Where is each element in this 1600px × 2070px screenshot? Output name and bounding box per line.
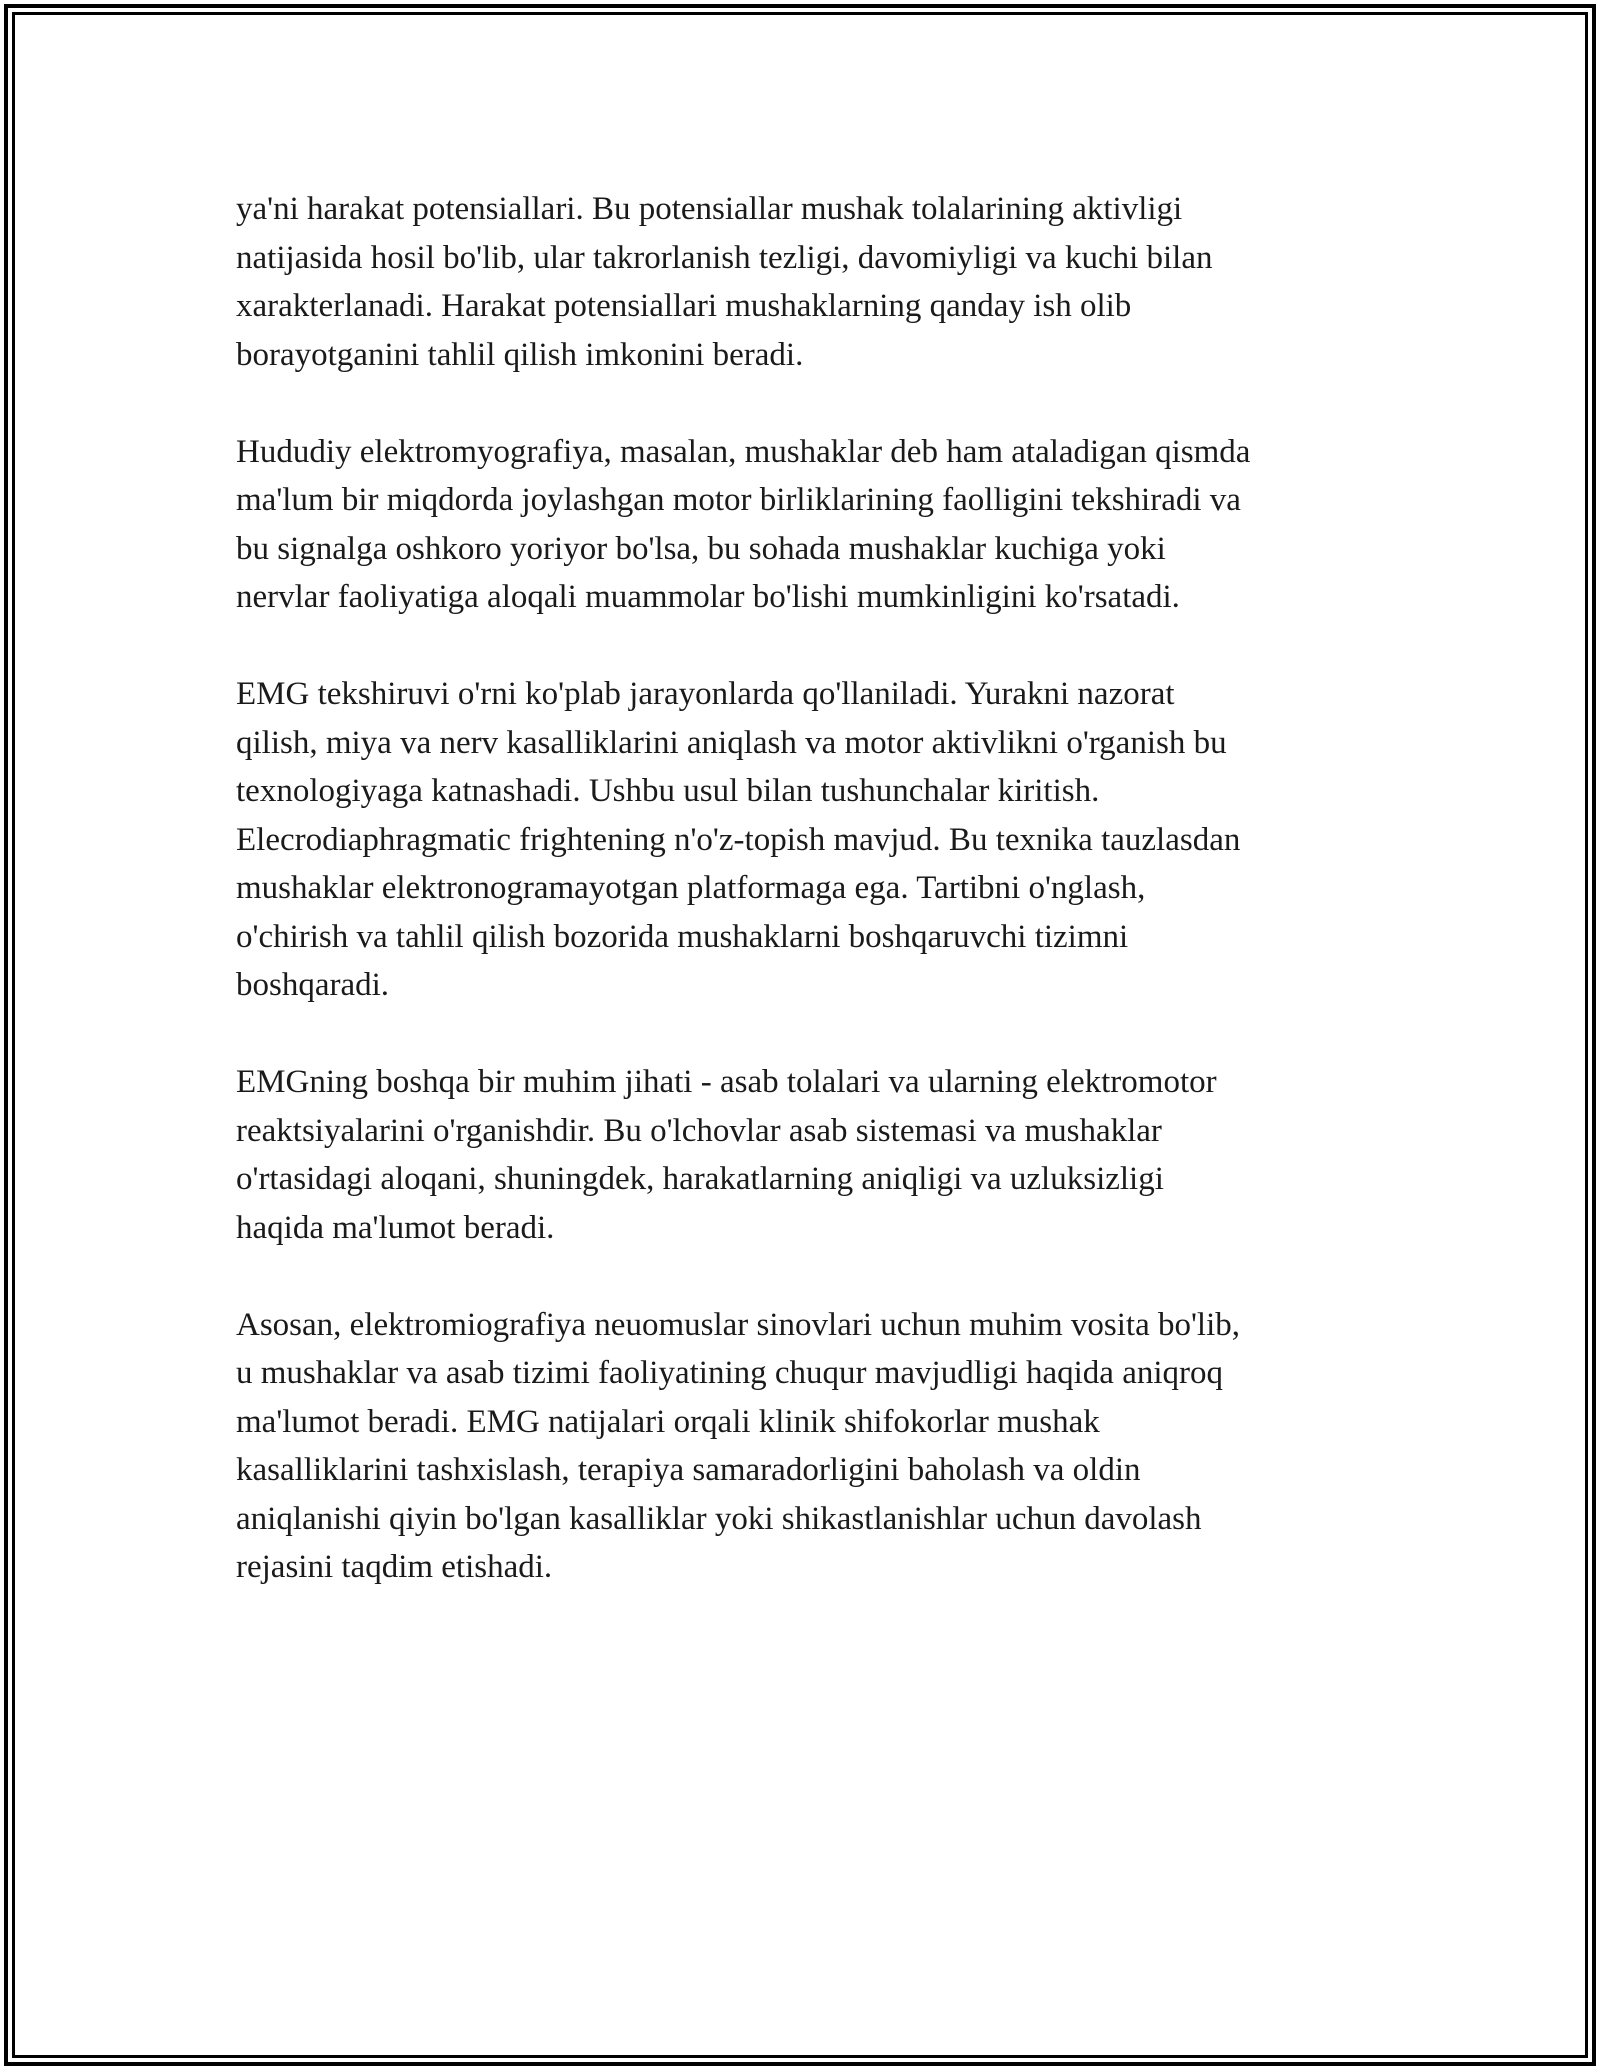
text-line: o'rtasidagi aloqani, shuningdek, harakatlarning aniqligi va uzluksizligi [236,1161,1164,1197]
text-line: bu signalga oshkoro yoriyor bo'lsa, bu sohada mushaklar kuchiga yoki [236,530,1166,567]
text-line: borayotganini tahlil qilish imkonini beradi. [236,336,804,373]
paragraph-3 [236,670,1396,1010]
paragraph-1 [236,185,1396,379]
text-line: u mushaklar va asab tizimi faoliyatining chuqur mavjudligi haqida aniqroq [236,1355,1224,1391]
document-body [236,185,1396,1640]
text-line: mushaklar elektronogramayotgan platformaga ega. Tartibni o'nglash, [236,870,1146,906]
text-line: EMGning boshqa bir muhim jihati - asab tolalari va ularning elektromotor [236,1064,1217,1100]
paragraph-5 [236,1301,1396,1592]
text-line: ma'lum bir miqdorda joylashgan motor birliklarining faolligini tekshiradi va [236,482,1241,518]
text-line: natijasida hosil bo'lib, ular takrorlanish tezligi, davomiyligi va kuchi bilan [236,239,1213,276]
text-line: nervlar faoliyatiga aloqali muammolar bo'lishi mumkinligini ko'rsatadi. [236,579,1180,615]
text-line: ma'lumot beradi. EMG natijalari orqali klinik shifokorlar mushak [236,1403,1100,1440]
text-line: EMG tekshiruvi o'rni ko'plab jarayonlarda qo'llaniladi. Yurakni nazorat [236,676,1175,712]
text-line: Elecrodiaphragmatic frightening n'o'z-topish mavjud. Bu texnika tauzlasdan [236,821,1241,858]
text-line: rejasini taqdim etishadi. [236,1549,553,1585]
text-line: haqida ma'lumot beradi. [236,1209,555,1246]
paragraph-4 [236,1058,1396,1252]
text-line: texnologiyaga katnashadi. Ushbu usul bilan tushunchalar kiritish. [236,773,1100,809]
text-line: o'chirish va tahlil qilish bozorida mushaklarni boshqaruvchi tizimni [236,918,1129,955]
text-line: Asosan, elektromiografiya neuomuslar sinovlari uchun muhim vosita bo'lib, [236,1306,1241,1343]
text-line: kasalliklarini tashxislash, terapiya samaradorligini baholash va oldin [236,1452,1141,1488]
paragraph-2 [236,428,1396,622]
text-line: boshqaradi. [236,967,390,1003]
text-line: reaktsiyalarini o'rganishdir. Bu o'lchovlar asab sistemasi va mushaklar [236,1112,1162,1149]
text-line: aniqlanishi qiyin bo'lgan kasalliklar yoki shikastlanishlar uchun davolash [236,1500,1202,1537]
text-line: qilish, miya va nerv kasalliklarini aniqlash va motor aktivlikni o'rganish bu [236,724,1227,761]
text-line: xarakterlanadi. Harakat potensiallari mushaklarning qanday ish olib [236,288,1132,324]
text-line: ya'ni harakat potensiallari. Bu potensiallar mushak tolalarining aktivligi [236,191,1183,227]
text-line: Hududiy elektromyografiya, masalan, mushaklar deb ham ataladigan qismda [236,433,1251,470]
